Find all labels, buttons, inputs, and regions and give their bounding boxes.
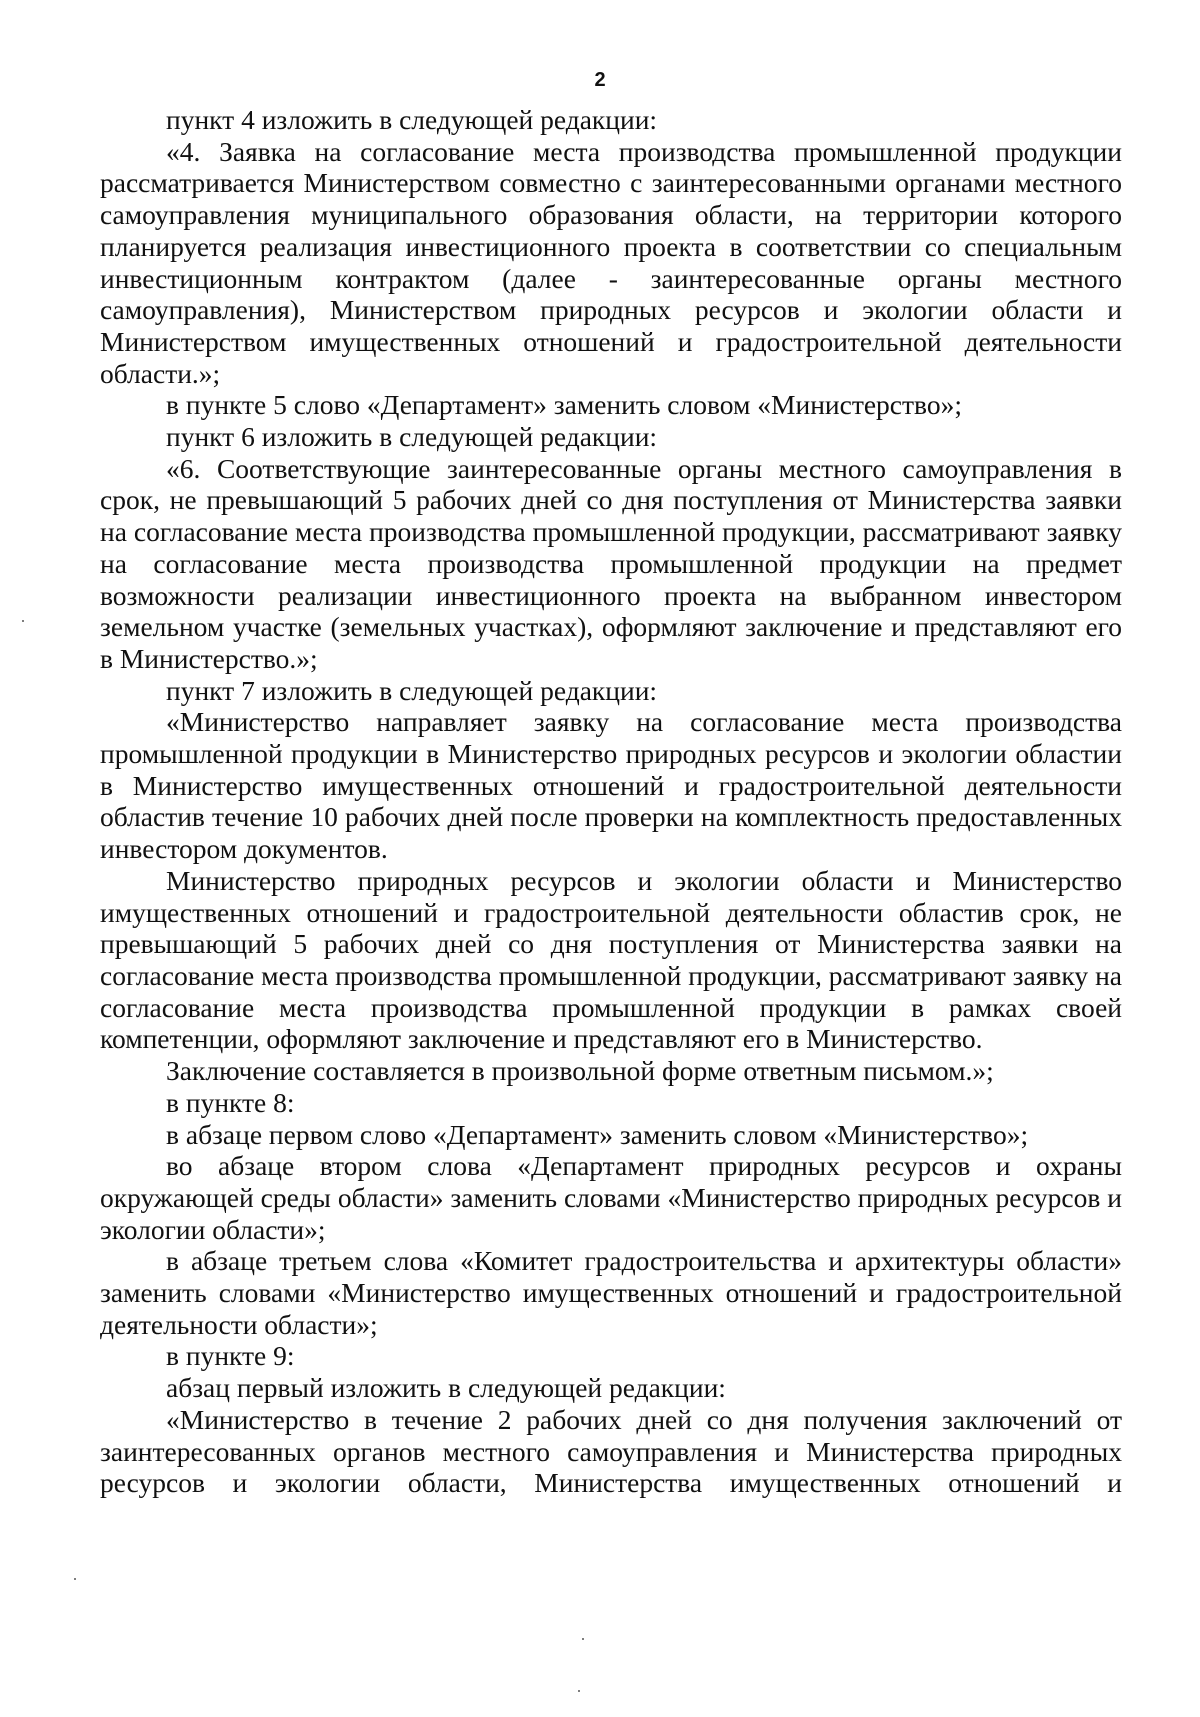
paragraph-16: «Министерство в течение 2 рабочих дней со дня получения заключений от заинтересованных органов местного самоуправления и Министерства природных ресурсов и экологии области, Министерства имущественных отношений и xyxy=(100,1403,1122,1499)
paragraph-10: в пункте 8: xyxy=(166,1086,295,1118)
paragraph-15: абзац первый изложить в следующей редакции: xyxy=(166,1372,726,1404)
paragraph-12: во абзаце втором слова «Департамент природных ресурсов и охраны окружающей среды области» заменить словами «Министерство природных ресурсов и экологии области»; xyxy=(100,1150,1122,1245)
paragraph-14: в пункте 9: xyxy=(166,1340,295,1372)
scan-speck xyxy=(582,1638,584,1640)
paragraph-8: Министерство природных ресурсов и экологии области и Министерство имущественных отношений и градостроительной деятельности областив срок, не превышающий 5 рабочих дней со дня поступления от Министерства заявки на согласование места производства промышленной продукции, рассматривают заявку на согласование места производства промышленной продукции в рамках своей компетенции, оформляют заключение и представляют его в Министерство. xyxy=(100,864,1122,1055)
scan-speck xyxy=(22,620,24,622)
paragraph-11: в абзаце первом слово «Департамент» заменить словом «Министерство»; xyxy=(166,1118,1029,1150)
paragraph-7: «Министерство направляет заявку на согласование места производства промышленной продукции в Министерство природных ресурсов и экологии областии в Министерство имущественных отношений и градостроительной деятельности областив течение 10 рабочих дней после проверки на комплектность предоставленных инвестором документов. xyxy=(100,706,1122,865)
paragraph-4: пункт 6 изложить в следующей редакции: xyxy=(166,421,658,453)
paragraph-9: Заключение составляется в произвольной форме ответным письмом.»; xyxy=(166,1055,994,1087)
paragraph-3: в пункте 5 слово «Департамент» заменить словом «Министерство»; xyxy=(166,389,962,421)
paragraph-6: пункт 7 изложить в следующей редакции: xyxy=(166,674,658,706)
paragraph-5: «6. Соответствующие заинтересованные органы местного самоуправления в срок, не превышающий 5 рабочих дней со дня поступления от Министерства заявки на согласование места производства промышленной продукции, рассматривают заявку на согласование места производства промышленной продукции на предмет возможности реализации инвестиционного проекта на выбранном инвестором земельном участке (земельных участках), оформляют заключение и представляют его в Министерство.»; xyxy=(100,452,1122,674)
document-body xyxy=(100,104,1122,1499)
page-number: 2 xyxy=(594,69,606,91)
scan-speck xyxy=(578,1690,580,1692)
scan-speck xyxy=(74,1578,76,1580)
paragraph-1: пункт 4 изложить в следующей редакции: xyxy=(166,104,658,135)
paragraph-13: в абзаце третьем слова «Комитет градостроительства и архитектуры области» заменить словами «Министерство имущественных отношений и градостроительной деятельности области»; xyxy=(100,1245,1122,1340)
paragraph-2: «4. Заявка на согласование места производства промышленной продукции рассматривается Министерством совместно с заинтересованными органами местного самоуправления муниципального образования области, на территории которого планируется реализация инвестиционного проекта в соответствии со специальным инвестиционным контрактом (далее - заинтересованные органы местного самоуправления), Министерством природных ресурсов и экологии области и Министерством имущественных отношений и градостроительной деятельности области.»; xyxy=(100,135,1122,389)
